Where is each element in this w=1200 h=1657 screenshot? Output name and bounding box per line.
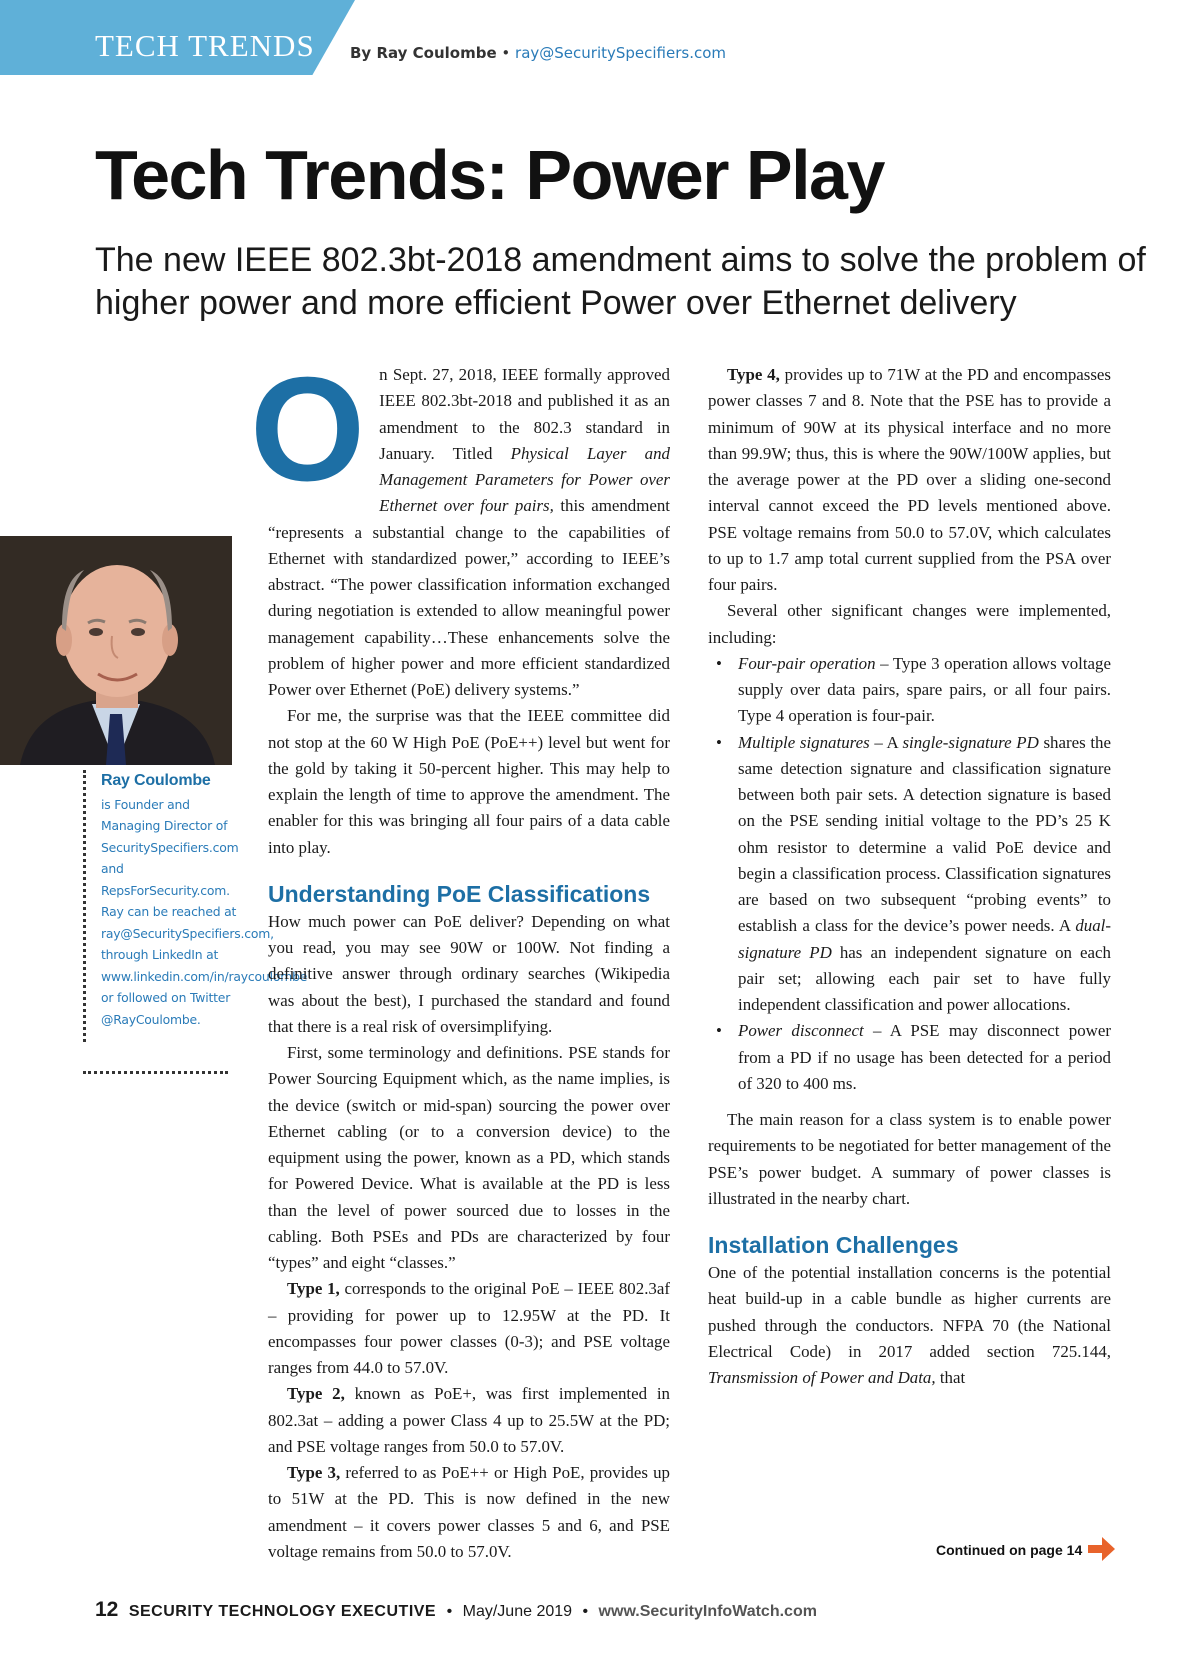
byline (350, 44, 726, 62)
list-item-label: Four-pair operation (738, 653, 876, 673)
issue-date: May/June 2019 (462, 1603, 573, 1620)
magazine-name: SECURITY TECHNOLOGY EXECUTIVE (128, 1603, 437, 1620)
standard-title: Physical Layer and Management Parameters for Power over Ethernet over four pairs, (379, 443, 670, 516)
author-bio-text: is Founder and Managing Director of SecuritySpecifiers.com and RepsForSecurity.com. Ray can be reached at ray@SecuritySpecifiers.com, through LinkedIn at www.linkedin.com/in/raycoulombe or followed on Twitter @RayCoulombe. (101, 796, 308, 1027)
text-run: shares the same detection signature and classification signature between both pair sets. A detection signature is based on the PSE sending initial voltage to the PD’s 25 K ohm resistor to determine a valid PoE device and begin a classification process. Classification signatures are based on two subsequent “probing events” to establish a class for the device’s power needs. A (738, 732, 1111, 936)
type-label: Type 3, (287, 1463, 341, 1482)
article-column-2 (708, 362, 1111, 1391)
text-run: this amendment “represents a substantial change to the capabilities of Ethernet with standardized power,” according to IEEE’s abstract. “The power classification information exchanged during negotiation is extended to allow meaningful power management capability…These enhancements solve the problem of higher power and more efficient standardized Power over Ethernet (PoE) delivery systems.” (268, 496, 670, 699)
list-item-label: Multiple signatures (738, 732, 870, 752)
footer-separator: • (446, 1603, 453, 1620)
text-run: n Sept. 27, 2018, IEEE formally approved IEEE 802.3bt-2018 and published it as an amendment to the 802.3 standard in January. Titled (379, 365, 670, 463)
text-run: – A PSE may disconnect power from a PD if no usage has been detected for a period of 320 to 400 ms. (738, 1021, 1111, 1093)
drop-cap: O (250, 347, 366, 512)
type-label: Type 1, (287, 1279, 340, 1299)
term: dual-signature PD (738, 916, 1111, 962)
author-portrait-image (0, 536, 232, 765)
type-label: Type 2, (287, 1384, 345, 1404)
article-column-1 (250, 347, 670, 1565)
list-item (738, 651, 1111, 730)
paragraph-main-reason: The main reason for a class system is to enable power requirements to be negotiated for better management of the PSE’s power budget. A summary of power classes is illustrated in the nearby chart. (708, 1110, 1111, 1208)
article-deck: The new IEEE 802.3bt-2018 amendment aims to solve the problem of higher power and more efficient Power over Ethernet delivery (95, 241, 1146, 322)
byline-prefix: By (350, 44, 377, 62)
list-item (738, 730, 1111, 1019)
page-footer (95, 1598, 817, 1622)
list-item-label: Power disconnect (738, 1021, 864, 1041)
byline-separator: • (496, 44, 516, 62)
paragraph-type2 (268, 1381, 670, 1460)
text-run: One of the potential installation concerns is the potential heat build-up in a cable bundle as higher currents are pushed through the conductors. NFPA 70 (the National Electrical Code) in 2017 added section 725.144, (708, 1263, 1111, 1361)
text-run: has an independent signature on each pair set; allowing each pair set to have fully independent classification and power allocations. (738, 942, 1111, 1014)
type-label: Type 4, (727, 365, 780, 384)
section-title: Transmission of Power and Data, (708, 1368, 936, 1387)
text-run: known as PoE+, was first implemented in 802.3at – adding a power Class 4 up to 25.5W at the PD; and PSE voltage ranges from 50.0 to 57.0V. (268, 1384, 670, 1456)
byline-author: Ray Coulombe (376, 44, 497, 62)
paragraph-type4 (708, 362, 1111, 598)
subhead-classifications: Understanding PoE Classifications (268, 880, 651, 907)
website-link[interactable]: www.SecurityInfoWatch.com (598, 1603, 817, 1620)
bio-divider (83, 1071, 228, 1074)
paragraph-installation (708, 1260, 1111, 1391)
text-run: referred to as PoE++ or High PoE, provides up to 51W at the PD. This is now defined in the new amendment – it covers power classes 5 and 6, and PSE voltage remains from 50.0 to 57.0V. (268, 1463, 670, 1561)
changes-list (708, 651, 1111, 1097)
paragraph-type3 (268, 1460, 670, 1565)
text-run: – Type 3 operation allows voltage supply over data pairs, spare pairs, or all four pairs. Type 4 operation is four-pair. (738, 653, 1111, 726)
section-tag: TECH TRENDS (95, 28, 315, 63)
author-photo (0, 536, 232, 765)
page-number: 12 (95, 1598, 119, 1621)
byline-email-link[interactable]: ray@SecuritySpecifiers.com (515, 44, 727, 62)
continued-on-page-link[interactable]: Continued on page 14 (936, 1542, 1083, 1558)
text-run: that (935, 1368, 966, 1387)
text-run: provides up to 71W at the PD and encompasses power classes 7 and 8. Note that the PSE has to provide a minimum of 90W at its physical interface and no more than 99.9W; thus, this is where the 90W/100W applies, but the average power at the PD over a sliding one-second interval cannot exceed the PD levels mentioned above. PSE voltage remains from 50.0 to 57.0V, which calculates to up to 1.7 amp total current supplied from the PSA over four pairs. (708, 365, 1111, 594)
spacer (708, 1097, 1111, 1107)
author-bio (83, 770, 308, 1042)
arrow-right-icon (1086, 1534, 1116, 1564)
list-item (738, 1018, 1111, 1097)
paragraph-changes: Several other significant changes were implemented, including: (708, 601, 1111, 647)
paragraph-type1 (268, 1276, 670, 1381)
text-run: – A (869, 732, 903, 752)
term: single-signature PD (902, 732, 1039, 752)
footer-separator: • (582, 1603, 589, 1620)
article-headline: Tech Trends: Power Play (95, 136, 884, 214)
paragraph-surprise: For me, the surprise was that the IEEE committee did not stop at the 60 W High PoE (PoE++) level but went for the gold by taking it 50-percent higher. This may help to explain the length of time to approve the amendment. The enabler for this was bringing all four pairs of a data cable into play. (268, 706, 670, 857)
author-name: Ray Coulombe (101, 772, 211, 789)
text-run: corresponds to the original PoE – IEEE 802.3af – providing for power up to 12.95W at the PD. It encompasses four power classes (0-3); and PSE voltage ranges from 44.0 to 57.0V. (268, 1279, 670, 1377)
paragraph-terminology: First, some terminology and definitions. PSE stands for Power Sourcing Equipment which, as the name implies, is the device (switch or mid-span) sourcing the power over Ethernet cabling (or to a conversion device) to the equipment using the power, known as a PD, which stands for Powered Device. What is available at the PD is less than the level of power sourced due to losses in the cabling. Both PSEs and PDs are characterized by four “types” and eight “classes.” (268, 1043, 670, 1272)
subhead-installation: Installation Challenges (708, 1232, 959, 1258)
paragraph-how-much: How much power can PoE deliver? Depending on what you read, you may see 90W or 100W. Not finding a definitive answer through ordinary searches (Wikipedia was about the best), I purchased the standard and found that there is a real risk of oversimplifying. (268, 911, 670, 1036)
